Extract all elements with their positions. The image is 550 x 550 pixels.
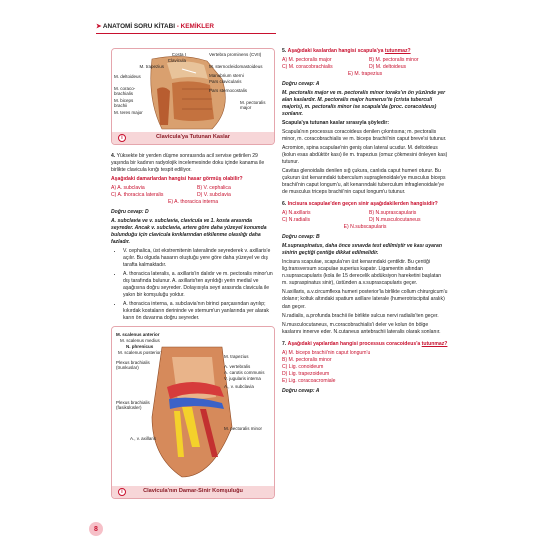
explanation-6-summary: M.supraspinatus, daha önce sınavda test edilmiştir ve kası uyaran sinirin geçtiği çentiğe dikkat edilmelidir. (282, 243, 442, 257)
explanation-6-paragraph: Incisura scapulae, scapula'nın üst kenarındaki çentiktir. Bu çentiği lig.transversum scapulae superius kapatır. Ligamentin altından n.suprascapularis (kola ile 15 derecelik abdüksiyon hareketini başlatan m. supraspinatus sinir), üstünden a.v.suprascapularis geçer. (282, 259, 442, 287)
neuro-figure (111, 326, 275, 499)
explanation-6-paragraph: N.musculocutaneus, m.coracobrachialis'i deler ve kolun ön bölge kaslarını innerve eder. N.cutaneus antebrachii lateralis olarak sonlanır. (282, 321, 441, 335)
header-separator: - (174, 23, 181, 30)
label-plexus-fasc: Plexus brachialis (fasikülüsler) (116, 400, 150, 411)
label-phrenicus: N. phrenicus (126, 344, 154, 350)
option-e[interactable]: E) A. thoracica interna (167, 199, 219, 206)
option-d[interactable]: D) N.musculocutaneus (369, 217, 421, 224)
header-rule (96, 33, 276, 34)
label-deltoideus: M. deltoideus (114, 74, 141, 79)
right-column (282, 48, 448, 395)
header-arrow-icon: ➤ (96, 23, 102, 30)
label-plexus-trunk: Plexus brachialis (trunkuslar) (116, 360, 150, 371)
explanation-4-summary: A. subclavia ve v. subclavia, clavicula ve 1. kosta arasında seyreder. Ancak v. subclavia, artere göre daha yüzeyel konumda bulunduğu için clavicula kırıklarından etkilenme olasılığı daha fazladır. (111, 218, 267, 246)
option-c[interactable]: C) N.radialis (282, 217, 311, 224)
question-6 (282, 201, 448, 241)
clavicula-figure (111, 48, 275, 145)
option-c[interactable]: C) A. thoracica lateralis (111, 192, 164, 199)
label-pars-sternocostalis: Pars sternocostalis (209, 88, 248, 93)
option-b[interactable]: B) V. cephalica (197, 185, 231, 192)
label-pectoralis-major: M. pectoralis major (240, 100, 266, 110)
question-5-underline: tutunmaz? (384, 48, 411, 54)
question-4-stem: Yüksekte bir yerden düşme sonrasında acil servise getirilen 29 yaşında bir kadının radyolojik incelemesinde doku içinde kanama ile birlikte clavicula kırığı tespit ediliyor. (111, 153, 265, 174)
explanation-6-paragraph: N.axillaris, a.v.circumflexa humeri posterior'la birlikte collum chirurgicum'u dolanır; koltuk altındaki spatium axillare laterale (humerotriscipital aralık) dan geçer. (282, 289, 448, 310)
label-scalenus-posterior: M. scalenus posterior (118, 350, 161, 356)
question-5-stem: Aşağıdaki kaslardan hangisi scapula'ya (287, 48, 384, 54)
option-d[interactable]: D) V. subclavia (197, 192, 231, 199)
info-icon: i (118, 488, 126, 496)
option-e[interactable]: E) Lig. coracoacromiale (282, 377, 336, 384)
label-teres-major: M. teres major (114, 110, 143, 115)
label-trapezius: M. trapezius (139, 64, 164, 69)
question-5-number: 5. (282, 48, 287, 54)
clavicula-caption-text: Clavicula'ya Tutunan Kaslar (156, 134, 230, 141)
question-7-stem: Aşağıdaki yapılardan hangisi processus coracoideus'a (287, 340, 421, 347)
label-vertebralis: A. vertebralis (224, 364, 251, 370)
option-a[interactable]: A) M. pectoralis major (282, 57, 332, 64)
option-e[interactable]: E) N.subscapularis (343, 224, 387, 231)
option-b[interactable]: B) M. pectoralis minor (282, 356, 332, 363)
option-a[interactable]: A) M. biceps brachii'nin caput longum'u (282, 349, 371, 356)
question-4-options (111, 185, 275, 206)
label-carotis: A. carotis communis (224, 370, 265, 376)
option-d[interactable]: D) Lig. trapezoideum (282, 370, 330, 377)
question-5-answer: Doğru cevap: A (282, 81, 320, 88)
explanation-6-paragraph: N.radialis, a.profunda brachii ile birlikte sulcus nervi radialis'ten geçer. (282, 312, 439, 319)
question-5-options (282, 57, 448, 78)
question-4-question: Aşağıdaki damarlardan hangisi hasar görmüş olabilir? (111, 176, 243, 183)
label-jugularis: V. jugularis interna (224, 376, 261, 382)
question-6-stem: Incisura scapulae'den geçen sinir aşağıdakilerden hangisidir? (287, 201, 438, 208)
label-biceps: M. biceps brachii (114, 98, 134, 108)
explanation-5-paragraph: Scapula'nın processus coracoideus denilen çıkıntısına; m. pectoralis minor, m. coracobrachialis ve m. biceps brachii'nin caput breve'si tutunur. (282, 129, 447, 143)
option-b[interactable]: B) N.suprascapularis (369, 210, 417, 217)
neuro-caption (112, 486, 274, 498)
question-7-answer: Doğru cevap: A (282, 387, 320, 394)
question-7-underline: tutunmaz? (421, 340, 448, 347)
left-column (111, 48, 275, 499)
label-pars-clavicularis: Pars clavicularis (209, 79, 242, 84)
bullet-item: • A. thoracica interna, a. subclavia'nın birinci parçasından ayrılıp; kıkırdak kostaların derininde ve sternum'un yanlarında yer alarak karın ön duvarına doğru seyreder. (123, 301, 275, 322)
option-c[interactable]: C) M. coracobrachialis (282, 64, 333, 71)
option-c[interactable]: C) Lig. conoideum (282, 363, 324, 370)
question-6-answer: Doğru cevap: B (282, 234, 320, 241)
bullet-item: • V. cephalica, üst ekstremitenin lateralinde seyrederek v. axillaris'e açılır. Bu olguda hasarın oluştuğu yere göre daha yüzeyel ve dış tarafta kalmaktadır. (123, 248, 275, 269)
book-title: ANATOMİ SORU KİTABI (102, 23, 175, 30)
page-number: 8 (89, 522, 103, 536)
label-trapezius-2: M. trapezius (224, 354, 249, 360)
label-vertebra: Vertebra prominens (CVII) (209, 52, 262, 57)
question-5 (282, 48, 448, 88)
option-e[interactable]: E) M. trapezius (347, 71, 383, 78)
question-7 (282, 341, 448, 395)
option-a[interactable]: A) N.axillaris (282, 210, 311, 217)
label-sternocleidomastoideus: M. sternocleidomastoideus (209, 64, 263, 69)
label-scalenus-medius: M. scalenus medius (120, 338, 160, 344)
neuro-caption-text: Clavicula'nın Damar-Sinir Komşuluğu (143, 488, 243, 495)
label-clavicula: Clavicula (167, 58, 186, 63)
explanation-4-bullets (123, 248, 275, 322)
explanation-5-subtitle: Scapula'ya tutunan kaslar sırasıyla şöyledir: (282, 120, 390, 127)
question-4-number: 4. (111, 153, 116, 159)
option-a[interactable]: A) A. subclavia (111, 185, 145, 192)
question-7-number: 7. (282, 340, 287, 347)
option-d[interactable]: D) M. deltoideus (369, 64, 407, 71)
explanation-5-summary: M. pectoralis major ve m. pectoralis minor toraks'ın ön yüzünde yer alan kaslardır. M. pectoralis major humerus'te (crista tuberculi majoris), m. pectoralis minor ise scapula'da (proc. coracoideus) sonlanır. (282, 90, 446, 118)
bullet-item: • A. thoracica lateralis, a. axillaris'in dalıdır ve m. pectoralis minor'un dış tarafında bulunur. A. axillaris'ten ayrıldığı yerin medial ve aşağısına doğru seyreder. Dolayısıyla seyri arasında clavicula ile yakın bir komşuluğu yoktur. (123, 271, 275, 299)
page-header (96, 22, 214, 30)
question-6-number: 6. (282, 201, 287, 208)
explanation-5-paragraph: Acromion, spina scapulae'nin geniş olan lateral ucudur. M. deltoideus (kolun esas abdüktör kası) ile m. trapezius (omuz çökmesini önleyen kas) tutunur. (282, 145, 448, 166)
explanation-5-paragraph: Cavitas glenoidalis denilen sığ çukura, canlıda caput humeri oturur. Bu çukurun üst kenarındaki tuberculum supraglenoidale'ye musculus biceps brachii'nin caput longum'u, alt kenarındaki tuberculum infraglenoidale'ye de musculus triceps brachii'nin caput longum'u tutunur. (282, 168, 446, 196)
question-4 (111, 153, 275, 216)
question-6-options (282, 210, 448, 231)
question-4-answer: Doğru cevap: D (111, 209, 149, 216)
label-subclavia: A., v. subclavia (224, 384, 254, 390)
label-pectoralis-minor: M. pectoralis minor (224, 426, 263, 432)
clavicula-caption (112, 132, 274, 144)
label-coracobrachialis: M. coraco-brachialis (114, 86, 136, 96)
question-7-options (282, 350, 448, 385)
option-b[interactable]: B) M. pectoralis minor (369, 57, 419, 64)
label-costa-i: Costa I (171, 52, 186, 57)
info-icon: i (118, 134, 126, 142)
label-scalenus-anterior: M. scalenus anterior (116, 332, 160, 338)
label-manubrium: Manubrium sterni (209, 73, 244, 78)
label-axillaris: A., v. axillaris (130, 436, 157, 442)
topic-title: KEMİKLER (180, 23, 215, 30)
